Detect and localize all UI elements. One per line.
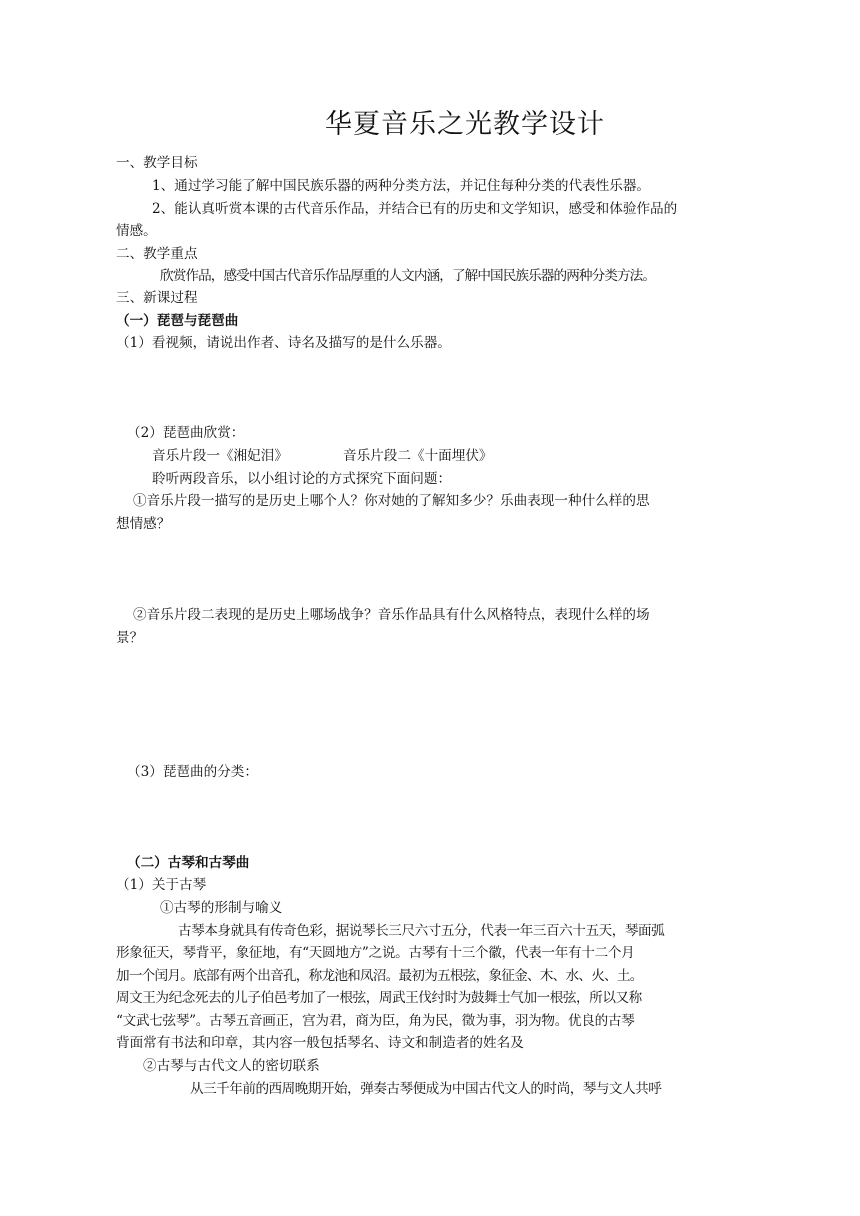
objective-item-2-cont: 情感。 — [116, 223, 157, 239]
discussion-question-b: ②音乐片段二表现的是历史上哪场战争？音乐作品具有什么风格特点，表现什么样的场 — [133, 607, 650, 623]
music-clip-2: 音乐片段二《十面埋伏》 — [343, 448, 493, 464]
guqin-paragraph-line: 加一个闰月。底部有两个出音孔，称龙池和凤沼。最初为五根弦，象征金、木、水、火、土。 — [116, 968, 643, 984]
objective-item-1: 1、通过学习能了解中国民族乐器的两种分类方法，并记住每种分类的代表性乐器。 — [152, 178, 651, 194]
section-heading-objectives: 一、教学目标 — [116, 155, 198, 171]
pipa-question-1: （1）看视频，请说出作者、诗名及描写的是什么乐器。 — [116, 335, 451, 351]
discussion-question-a-cont: 想情感？ — [116, 516, 171, 532]
guqin-paragraph-line: “文武七弦琴”。古琴五音画正，宫为君，商为臣，角为民，徵为事，羽为物。优良的古琴 — [116, 1013, 635, 1029]
discussion-question-b-cont: 景？ — [116, 630, 144, 646]
subsection-heading-pipa: （一）琵琶与琵琶曲 — [116, 313, 239, 329]
guqin-paragraph-line: 古琴本身就具有传奇色彩，据说琴长三尺六寸五分，代表一年三百六十五天，琴面弧 — [178, 923, 665, 939]
pipa-question-2: （2）琵琶曲欣赏： — [127, 425, 245, 441]
guqin-form-heading: ①古琴的形制与喻义 — [160, 900, 283, 916]
guqin-paragraph-line: 形象征天，琴背平，象征地，有“天圆地方”之说。古琴有十三个徽，代表一年有十二个月 — [116, 945, 635, 961]
guqin-sub-heading: （1）关于古琴 — [116, 877, 207, 893]
section-heading-process: 三、新课过程 — [116, 290, 198, 306]
guqin-literati-paragraph: 从三千年前的西周晚期开始，弹奏古琴便成为中国古代文人的时尚，琴与文人共呼 — [190, 1081, 662, 1097]
guqin-paragraph-line: 周文王为纪念死去的儿子伯邑考加了一根弦，周武王伐纣时为鼓舞士气加一根弦，所以又称 — [116, 990, 642, 1006]
objective-item-2: 2、能认真听赏本课的古代音乐作品，并结合已有的历史和文学知识，感受和体验作品的 — [152, 201, 678, 217]
page-title: 华夏音乐之光教学设计 — [325, 109, 605, 140]
guqin-paragraph-line: 背面常有书法和印章，其内容一般包括琴名、诗文和制造者的姓名及 — [116, 1035, 524, 1051]
discussion-question-a: ①音乐片段一描写的是历史上哪个人？你对她的了解知多少？乐曲表现一种什么样的思 — [133, 493, 650, 509]
guqin-literati-heading: ②古琴与古代文人的密切联系 — [143, 1058, 320, 1074]
discussion-instruction: 聆听两段音乐，以小组讨论的方式探究下面问题： — [152, 471, 452, 487]
subsection-heading-guqin: （二）古琴和古琴曲 — [127, 855, 250, 871]
section-heading-focus: 二、教学重点 — [116, 246, 198, 262]
focus-text: 欣赏作品，感受中国古代音乐作品厚重的人文内涵，了解中国民族乐器的两种分类方法。 — [160, 268, 656, 284]
pipa-question-3: （3）琵琶曲的分类： — [127, 764, 258, 780]
music-clip-1: 音乐片段一《湘妃泪》 — [152, 448, 288, 464]
